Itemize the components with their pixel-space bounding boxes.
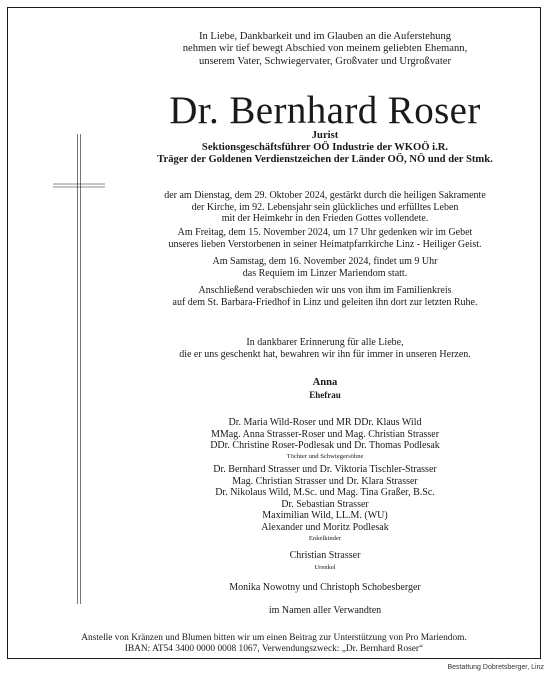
children-role: Töchter und Schwiegersöhne bbox=[286, 453, 364, 460]
grandchildren-list bbox=[128, 464, 522, 534]
intro-text bbox=[128, 31, 522, 68]
grandchild-entry: Dr. Bernhard Strasser und Dr. Viktoria Tischler-Strasser bbox=[213, 464, 437, 475]
child-entry: MMag. Anna Strasser-Roser und Mag. Christian Strasser bbox=[210, 428, 440, 440]
child-entry: Dr. Maria Wild-Roser und MR DDr. Klaus Wild bbox=[228, 417, 422, 428]
children-list bbox=[128, 417, 522, 452]
title-line: Träger der Goldenen Verdienstzeichen der Länder OÖ, NÖ und der Stmk. bbox=[157, 154, 493, 166]
grandchild-entry: Dr. Sebastian Strasser bbox=[281, 498, 369, 510]
grandchild-entry: Dr. Nikolaus Wild, M.Sc. und Mag. Tina Graßer, B.Sc. bbox=[215, 487, 435, 499]
remembrance-line: In dankbarer Erinnerung für alle Liebe, bbox=[246, 337, 404, 348]
death-notice-line: mit der Heimkehr in den Frieden Gottes vollendete. bbox=[221, 213, 429, 225]
remembrance-line: die er uns geschenkt hat, bewahren wir ihn für immer in unseren Herzen. bbox=[179, 348, 471, 360]
requiem-line: Am Samstag, dem 16. November 2024, findet um 9 Uhr bbox=[212, 256, 438, 267]
deceased-name: Dr. Bernhard Roser bbox=[169, 89, 481, 132]
great-grandchild-role: Urenkel bbox=[314, 564, 336, 571]
prayer-line: unseres lieben Verstorbenen in seiner Heimatpfarrkirche Linz - Heiliger Geist. bbox=[168, 238, 482, 250]
grandchild-entry: Mag. Christian Strasser und Dr. Klara Strasser bbox=[232, 475, 418, 487]
requiem-line: das Requiem im Linzer Mariendom statt. bbox=[242, 267, 408, 279]
burial-line: Anschließend verabschieden wir uns von ihm im Familienkreis bbox=[198, 285, 452, 296]
spouse-name: Anna bbox=[312, 377, 338, 388]
intro-line: unserem Vater, Schwiegervater, Großvater und Urgroßvater bbox=[198, 55, 452, 67]
intro-line: nehmen wir tief bewegt Abschied von meinem geliebten Ehemann, bbox=[182, 43, 468, 55]
burial-info bbox=[128, 285, 522, 308]
great-grandchild: Christian Strasser bbox=[289, 550, 361, 561]
profession: Jurist bbox=[311, 130, 339, 141]
burial-line: auf dem St. Barbara-Friedhof in Linz und geleiten ihn dort zur letzten Ruhe. bbox=[172, 296, 478, 308]
death-notice-line: der Kirche, im 92. Lebensjahr sein glückliches und erfülltes Leben bbox=[191, 201, 459, 213]
cross-icon bbox=[53, 134, 105, 604]
donation-note bbox=[8, 633, 540, 655]
death-notice-line: der am Dienstag, dem 29. Oktober 2024, gestärkt durch die heiligen Sakramente bbox=[164, 190, 486, 201]
requiem-info bbox=[128, 256, 522, 279]
grandchild-entry: Alexander und Moritz Podlesak bbox=[261, 521, 389, 533]
relatives-line: im Namen aller Verwandten bbox=[268, 605, 382, 616]
donation-line: Anstelle von Kränzen und Blumen bitten wir um einen Beitrag zur Unterstützung von Pro Mariendom. bbox=[81, 633, 467, 643]
child-entry: DDr. Christine Roser-Podlesak und Dr. Thomas Podlesak bbox=[210, 440, 440, 452]
death-notice bbox=[128, 190, 522, 225]
prayer-info bbox=[128, 227, 522, 250]
grandchildren-role: Enkelkinder bbox=[308, 535, 342, 542]
other-mourners: Monika Nowotny und Christoph Schobesberger bbox=[229, 582, 421, 593]
prayer-line: Am Freitag, dem 15. November 2024, um 17 Uhr gedenken wir im Gebet bbox=[177, 227, 473, 238]
spouse-role: Ehefrau bbox=[309, 390, 341, 400]
obituary-notice bbox=[7, 7, 541, 659]
funeral-home-credit: Bestattung Dobretsberger, Linz bbox=[447, 664, 544, 671]
grandchild-entry: Maximilian Wild, LL.M. (WU) bbox=[262, 510, 388, 522]
titles bbox=[128, 142, 522, 167]
remembrance-text bbox=[128, 337, 522, 360]
title-line: Sektionsgeschäftsführer OÖ Industrie der WKOÖ i.R. bbox=[201, 142, 449, 153]
intro-line: In Liebe, Dankbarkeit und im Glauben an die Auferstehung bbox=[198, 31, 452, 42]
donation-line: IBAN: AT54 3400 0000 0008 1067, Verwendungszweck: „Dr. Bernhard Roser“ bbox=[124, 644, 424, 654]
